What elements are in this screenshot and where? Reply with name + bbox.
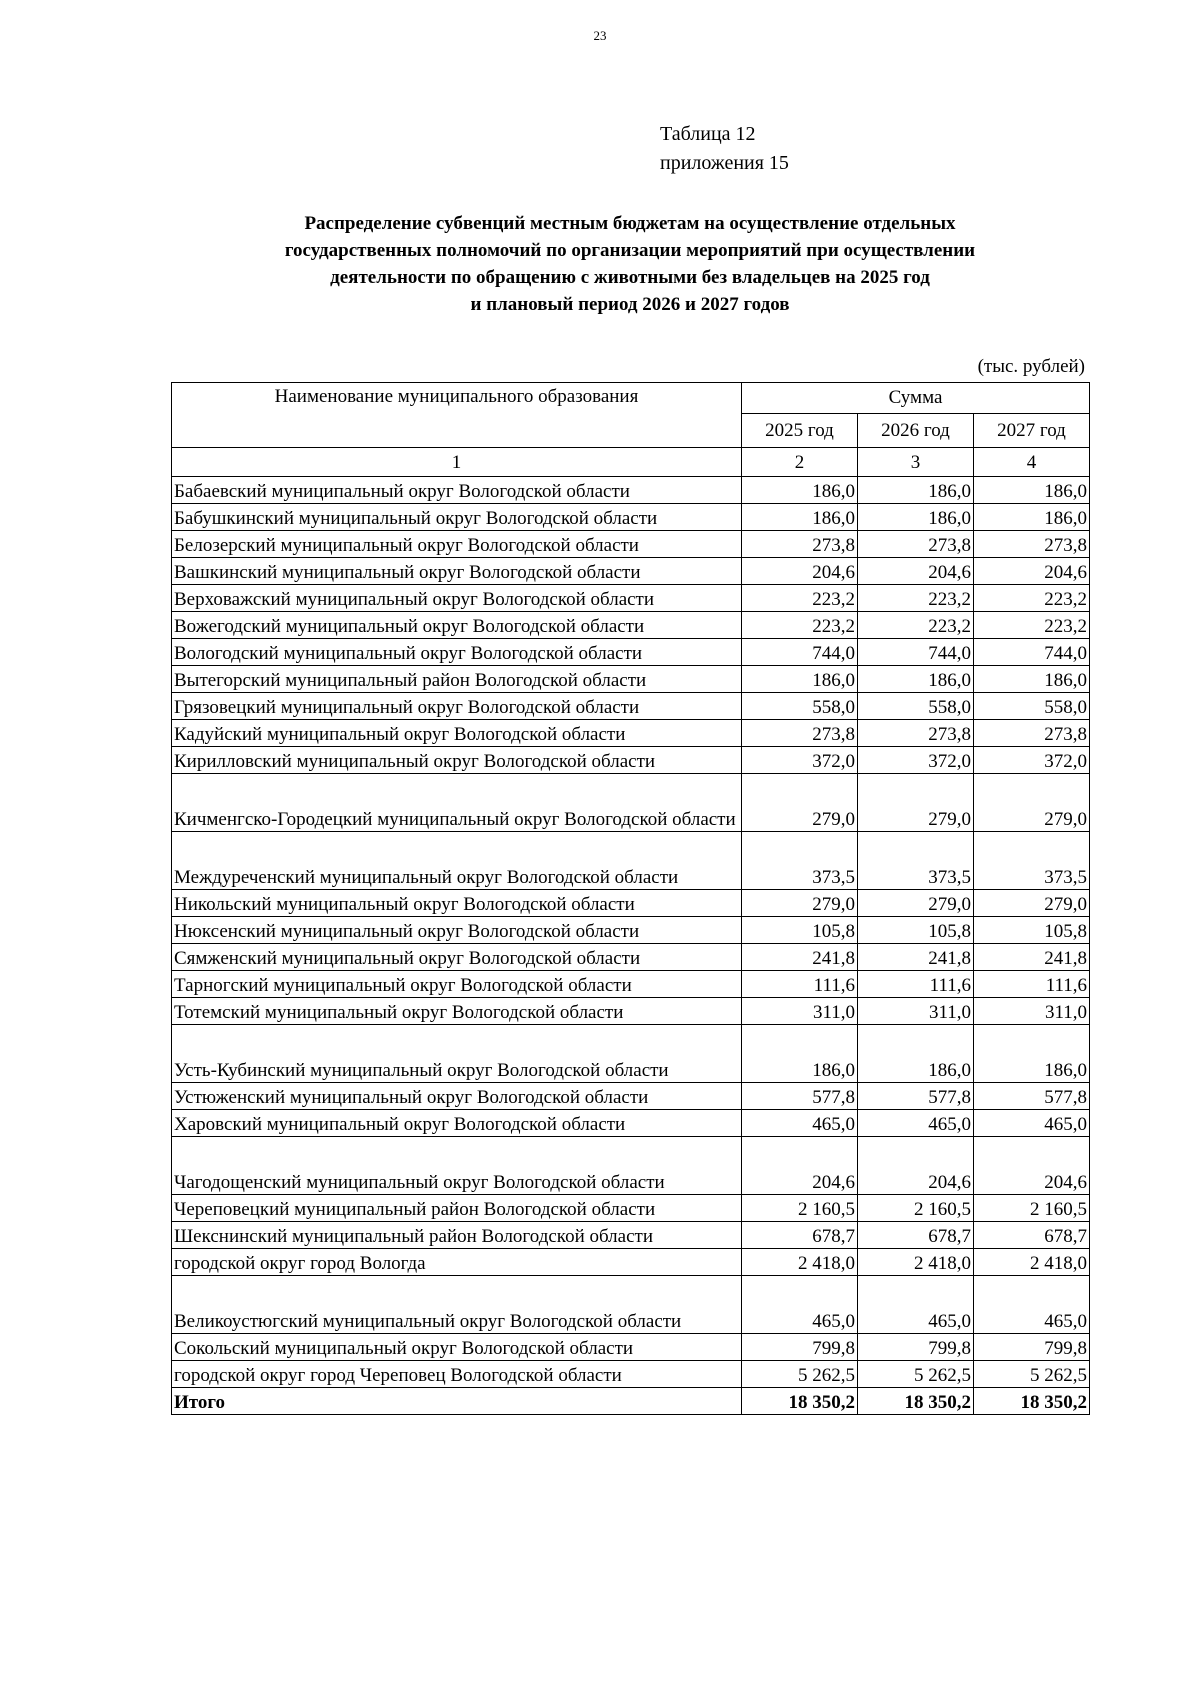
title-line-1: Распределение субвенций местным бюджетам на осуществление отдельных xyxy=(304,213,956,234)
value-2027: 186,0 xyxy=(974,477,1090,504)
municipality-name: Вологодский муниципальный округ Вологодской области xyxy=(172,639,742,666)
value-2026: 105,8 xyxy=(858,917,974,944)
municipality-name: Кичменгско-Городецкий муниципальный округ Вологодской области xyxy=(172,774,742,832)
value-2026: 2 418,0 xyxy=(858,1249,974,1276)
table-row xyxy=(172,531,1090,558)
municipality-name: городской округ город Череповец Вологодской области xyxy=(172,1361,742,1388)
value-2026: 279,0 xyxy=(858,774,974,832)
value-2025: 577,8 xyxy=(742,1083,858,1110)
table-row xyxy=(172,917,1090,944)
value-2027: 273,8 xyxy=(974,720,1090,747)
value-2027: 311,0 xyxy=(974,998,1090,1025)
table-row xyxy=(172,1083,1090,1110)
table-row xyxy=(172,558,1090,585)
table-row xyxy=(172,1222,1090,1249)
value-2026: 223,2 xyxy=(858,612,974,639)
value-2025: 204,6 xyxy=(742,1137,858,1195)
value-2027: 111,6 xyxy=(974,971,1090,998)
value-2026: 186,0 xyxy=(858,1025,974,1083)
value-2026: 111,6 xyxy=(858,971,974,998)
value-2025: 2 418,0 xyxy=(742,1249,858,1276)
table-row xyxy=(172,1249,1090,1276)
header-sum: Сумма xyxy=(742,383,1090,414)
value-2025: 186,0 xyxy=(742,666,858,693)
value-2027: 558,0 xyxy=(974,693,1090,720)
value-2027: 204,6 xyxy=(974,558,1090,585)
value-2025: 311,0 xyxy=(742,998,858,1025)
title-line-3: деятельности по обращению с животными без владельцев на 2025 год xyxy=(330,267,930,288)
value-2025: 223,2 xyxy=(742,585,858,612)
value-2026: 558,0 xyxy=(858,693,974,720)
municipality-name: Сямженский муниципальный округ Вологодской области xyxy=(172,944,742,971)
municipality-name: Междуреченский муниципальный округ Вологодской области xyxy=(172,832,742,890)
value-2025: 241,8 xyxy=(742,944,858,971)
value-2027: 744,0 xyxy=(974,639,1090,666)
value-2027: 279,0 xyxy=(974,774,1090,832)
subvention-table xyxy=(171,382,1090,1415)
value-2026: 241,8 xyxy=(858,944,974,971)
value-2026: 311,0 xyxy=(858,998,974,1025)
table-row xyxy=(172,1195,1090,1222)
header-year-2026: 2026 год xyxy=(858,413,974,447)
value-2027: 273,8 xyxy=(974,531,1090,558)
value-2027: 223,2 xyxy=(974,612,1090,639)
value-2026: 279,0 xyxy=(858,890,974,917)
value-2025: 111,6 xyxy=(742,971,858,998)
value-2027: 2 418,0 xyxy=(974,1249,1090,1276)
table-ref-line-1: Таблица 12 xyxy=(660,123,756,145)
value-2026: 465,0 xyxy=(858,1276,974,1334)
value-2025: 204,6 xyxy=(742,558,858,585)
header-name: Наименование муниципального образования xyxy=(172,383,742,448)
total-2027: 18 350,2 xyxy=(974,1388,1090,1415)
value-2026: 186,0 xyxy=(858,666,974,693)
title-line-4: и плановый период 2026 и 2027 годов xyxy=(470,294,790,315)
municipality-name: Вожегодский муниципальный округ Вологодской области xyxy=(172,612,742,639)
municipality-name: Устюженский муниципальный округ Вологодской области xyxy=(172,1083,742,1110)
municipality-name: Белозерский муниципальный округ Вологодской области xyxy=(172,531,742,558)
municipality-name: Вашкинский муниципальный округ Вологодской области xyxy=(172,558,742,585)
municipality-name: Нюксенский муниципальный округ Вологодской области xyxy=(172,917,742,944)
value-2027: 5 262,5 xyxy=(974,1361,1090,1388)
value-2025: 558,0 xyxy=(742,693,858,720)
value-2025: 279,0 xyxy=(742,890,858,917)
value-2026: 577,8 xyxy=(858,1083,974,1110)
table-ref-line-2: приложения 15 xyxy=(660,152,789,174)
municipality-name: Тарногский муниципальный округ Вологодской области xyxy=(172,971,742,998)
municipality-name: Череповецкий муниципальный район Вологодской области xyxy=(172,1195,742,1222)
column-number-2: 2 xyxy=(742,448,858,477)
table-row xyxy=(172,1110,1090,1137)
value-2026: 186,0 xyxy=(858,477,974,504)
column-number-4: 4 xyxy=(974,448,1090,477)
column-number-3: 3 xyxy=(858,448,974,477)
value-2027: 577,8 xyxy=(974,1083,1090,1110)
value-2026: 678,7 xyxy=(858,1222,974,1249)
value-2025: 5 262,5 xyxy=(742,1361,858,1388)
table-row xyxy=(172,998,1090,1025)
value-2026: 373,5 xyxy=(858,832,974,890)
value-2025: 223,2 xyxy=(742,612,858,639)
table-row xyxy=(172,774,1090,832)
table-row xyxy=(172,612,1090,639)
total-row xyxy=(172,1388,1090,1415)
municipality-name: Усть-Кубинский муниципальный округ Вологодской области xyxy=(172,1025,742,1083)
value-2025: 186,0 xyxy=(742,1025,858,1083)
table-row xyxy=(172,639,1090,666)
value-2025: 465,0 xyxy=(742,1110,858,1137)
value-2027: 678,7 xyxy=(974,1222,1090,1249)
units-label: (тыс. рублей) xyxy=(977,356,1085,377)
value-2025: 744,0 xyxy=(742,639,858,666)
municipality-name: Чагодощенский муниципальный округ Вологодской области xyxy=(172,1137,742,1195)
table-row xyxy=(172,1025,1090,1083)
value-2027: 186,0 xyxy=(974,666,1090,693)
municipality-name: Кадуйский муниципальный округ Вологодской области xyxy=(172,720,742,747)
municipality-name: Тотемский муниципальный округ Вологодской области xyxy=(172,998,742,1025)
value-2025: 465,0 xyxy=(742,1276,858,1334)
municipality-name: Верховажский муниципальный округ Вологодской области xyxy=(172,585,742,612)
value-2027: 465,0 xyxy=(974,1110,1090,1137)
table-row xyxy=(172,890,1090,917)
value-2025: 2 160,5 xyxy=(742,1195,858,1222)
value-2026: 5 262,5 xyxy=(858,1361,974,1388)
municipality-name: Харовский муниципальный округ Вологодской области xyxy=(172,1110,742,1137)
total-2026: 18 350,2 xyxy=(858,1388,974,1415)
value-2026: 2 160,5 xyxy=(858,1195,974,1222)
municipality-name: Бабушкинский муниципальный округ Вологодской области xyxy=(172,504,742,531)
municipality-name: Вытегорский муниципальный район Вологодской области xyxy=(172,666,742,693)
table-row xyxy=(172,1361,1090,1388)
page-number: 23 xyxy=(593,28,607,43)
value-2025: 105,8 xyxy=(742,917,858,944)
municipality-name: Великоустюгский муниципальный округ Вологодской области xyxy=(172,1276,742,1334)
table-row xyxy=(172,747,1090,774)
header-year-2027: 2027 год xyxy=(974,413,1090,447)
value-2027: 2 160,5 xyxy=(974,1195,1090,1222)
header-year-2025: 2025 год xyxy=(742,413,858,447)
table-row xyxy=(172,477,1090,504)
document-title xyxy=(180,210,1080,318)
table-row xyxy=(172,504,1090,531)
value-2027: 279,0 xyxy=(974,890,1090,917)
value-2025: 186,0 xyxy=(742,477,858,504)
value-2026: 204,6 xyxy=(858,1137,974,1195)
municipality-name: Кирилловский муниципальный округ Вологодской области xyxy=(172,747,742,774)
column-number-1: 1 xyxy=(172,448,742,477)
value-2026: 465,0 xyxy=(858,1110,974,1137)
municipality-name: Бабаевский муниципальный округ Вологодской области xyxy=(172,477,742,504)
value-2027: 105,8 xyxy=(974,917,1090,944)
total-label: Итого xyxy=(172,1388,742,1415)
value-2026: 186,0 xyxy=(858,504,974,531)
value-2026: 204,6 xyxy=(858,558,974,585)
table-row xyxy=(172,720,1090,747)
value-2026: 799,8 xyxy=(858,1334,974,1361)
table-row xyxy=(172,666,1090,693)
municipality-name: Никольский муниципальный округ Вологодской области xyxy=(172,890,742,917)
table-reference xyxy=(660,120,789,178)
value-2027: 373,5 xyxy=(974,832,1090,890)
value-2027: 465,0 xyxy=(974,1276,1090,1334)
value-2027: 186,0 xyxy=(974,1025,1090,1083)
table-row xyxy=(172,1137,1090,1195)
value-2026: 372,0 xyxy=(858,747,974,774)
table-body xyxy=(172,477,1090,1415)
value-2027: 372,0 xyxy=(974,747,1090,774)
municipality-name: Сокольский муниципальный округ Вологодской области xyxy=(172,1334,742,1361)
table-row xyxy=(172,832,1090,890)
value-2027: 241,8 xyxy=(974,944,1090,971)
table-row xyxy=(172,1334,1090,1361)
title-line-2: государственных полномочий по организации мероприятий при осуществлении xyxy=(284,240,976,261)
value-2025: 799,8 xyxy=(742,1334,858,1361)
value-2025: 372,0 xyxy=(742,747,858,774)
value-2026: 273,8 xyxy=(858,720,974,747)
value-2025: 678,7 xyxy=(742,1222,858,1249)
table-row xyxy=(172,1276,1090,1334)
value-2025: 373,5 xyxy=(742,832,858,890)
municipality-name: городской округ город Вологда xyxy=(172,1249,742,1276)
table-row xyxy=(172,693,1090,720)
total-2025: 18 350,2 xyxy=(742,1388,858,1415)
value-2025: 273,8 xyxy=(742,531,858,558)
value-2025: 279,0 xyxy=(742,774,858,832)
table-row xyxy=(172,585,1090,612)
table-row xyxy=(172,971,1090,998)
value-2026: 273,8 xyxy=(858,531,974,558)
value-2027: 204,6 xyxy=(974,1137,1090,1195)
value-2025: 186,0 xyxy=(742,504,858,531)
municipality-name: Шекснинский муниципальный район Вологодской области xyxy=(172,1222,742,1249)
municipality-name: Грязовецкий муниципальный округ Вологодской области xyxy=(172,693,742,720)
value-2026: 744,0 xyxy=(858,639,974,666)
value-2027: 223,2 xyxy=(974,585,1090,612)
value-2025: 273,8 xyxy=(742,720,858,747)
value-2027: 186,0 xyxy=(974,504,1090,531)
value-2027: 799,8 xyxy=(974,1334,1090,1361)
table-row xyxy=(172,944,1090,971)
value-2026: 223,2 xyxy=(858,585,974,612)
